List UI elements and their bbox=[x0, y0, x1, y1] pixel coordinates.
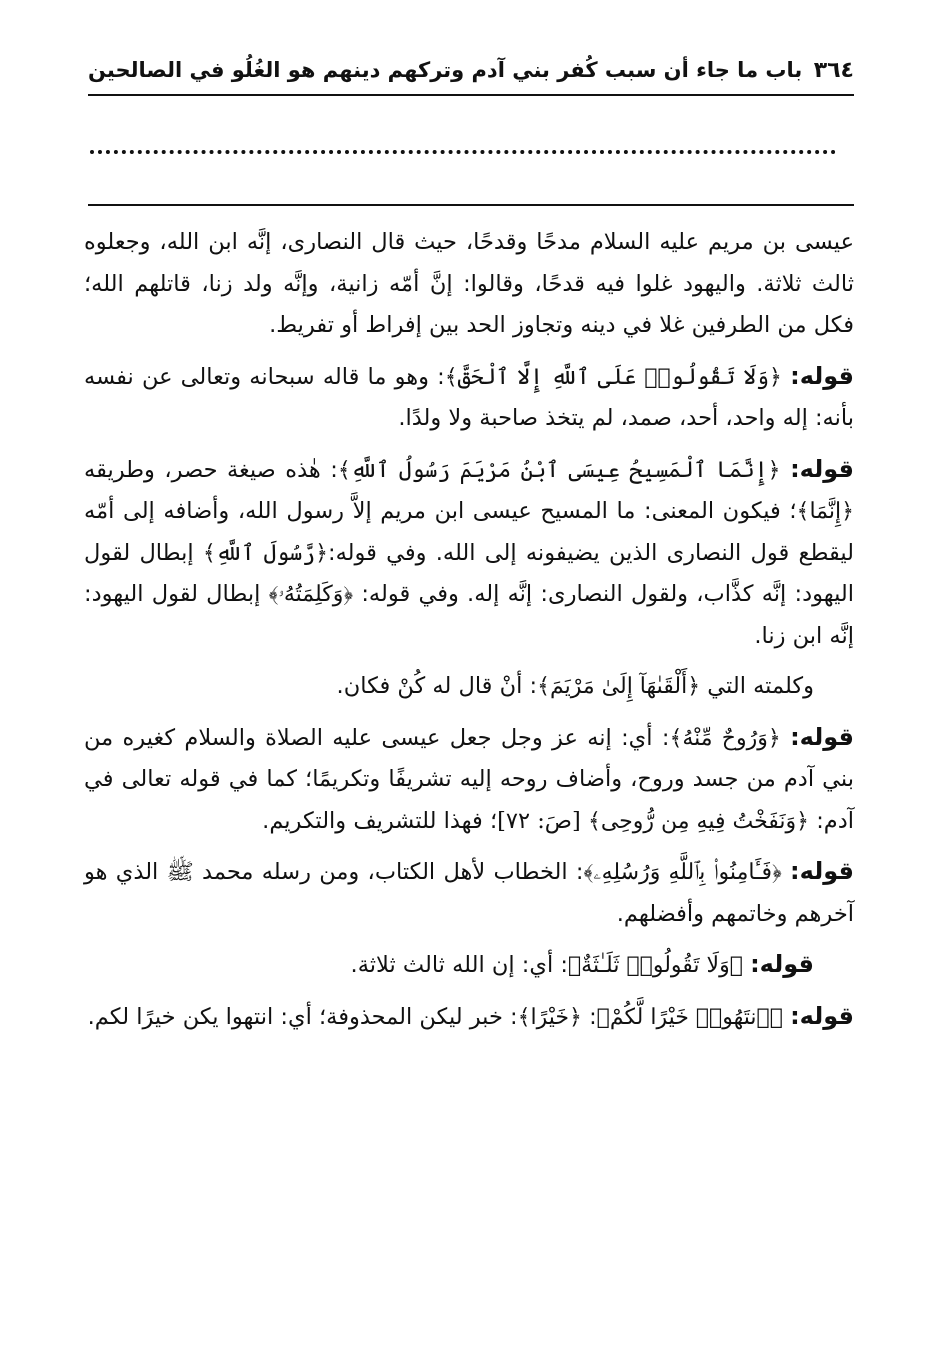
paragraph-lead: قوله: bbox=[790, 722, 854, 751]
quran-quote: ﴿أَلْقَىٰهَآ إِلَىٰ مَرْيَمَ﴾ bbox=[537, 674, 701, 699]
paragraph-lead: قوله: bbox=[750, 950, 814, 978]
paragraph-3 bbox=[84, 449, 854, 658]
paragraph-6 bbox=[84, 851, 854, 935]
quran-quote: ﴿وَنَفَخْتُ فِيهِ مِن رُّوحِى﴾ bbox=[587, 808, 810, 834]
paragraph-text: : هٰذه صيغة حصر، وطريقه bbox=[84, 456, 338, 483]
quran-quote: ﴿ٱنتَهُوا۟ خَيْرًا لَّكُمْ﴾ bbox=[596, 1004, 783, 1030]
paragraph-text: إبطال لقول اليهود: إنَّه كذَّاب، ولقول النصارى: إنَّه إله. وفي قوله: bbox=[84, 539, 855, 607]
header-rule bbox=[88, 94, 854, 96]
paragraph-7 bbox=[84, 944, 854, 987]
quran-quote: ﴿وَلَا تَقُولُوا۟ عَلَى ٱللَّهِ إِلَّا ٱلْحَقَّ﴾ bbox=[444, 364, 782, 390]
paragraph-lead: قوله: bbox=[790, 361, 855, 390]
quran-quote: ﴿إِنَّمَا﴾ bbox=[796, 499, 854, 524]
paragraph-text: : خبر ليكن المحذوفة؛ أي: انتهوا يكن خيرًا لكم. bbox=[87, 1003, 518, 1030]
paragraph-text: إبطال لقول اليهود: إنَّه ابن زنا. bbox=[84, 581, 854, 649]
quran-quote: ﴿فَـَٔامِنُوا۟ بِٱللَّهِ وَرُسُلِهِۦ﴾ bbox=[583, 860, 782, 885]
paragraph-lead: قوله: bbox=[790, 857, 854, 885]
paragraph-text: وكلمته التي bbox=[707, 673, 814, 699]
paragraph-text: : وهو ما قاله سبحانه وتعالى عن نفسه بأنه: إله واحد، أحد، صمد، لم يتخذ صاحبة ولا ولدًا. bbox=[84, 363, 854, 431]
paragraph-text: : الخطاب لأهل الكتاب، ومن رسله محمد ﷺ الذي هو آخرهم وخاتمهم وأفضلهم. bbox=[84, 859, 854, 927]
body-text bbox=[84, 222, 854, 1047]
paragraph-text: : أي: إن الله ثالث ثلاثة. bbox=[350, 952, 568, 978]
paragraph-5 bbox=[84, 717, 854, 843]
quran-quote: ﴿رَّسُولَ ٱللَّهِ﴾ bbox=[202, 540, 328, 566]
paragraph-2 bbox=[84, 356, 854, 440]
paragraph-text: : أي: إنه عز وجل جعل عيسى عليه الصلاة والسلام كغيره من بني آدم من جسد وروح، وأضاف روحه إليه تشريفًا وتكريمًا؛ كما في قوله تعالى في آدم: bbox=[84, 724, 854, 834]
paragraph-lead: قوله: bbox=[790, 1001, 854, 1030]
quran-quote: ﴿خَيْرًا﴾ bbox=[517, 1004, 582, 1030]
paragraph-text: ؛ فيكون المعنى: ما المسيح عيسى ابن مريم إلاَّ رسول الله، وأضافه إلى أمّه ليقطع قول النصارى الذين يضيفونه إلى الله. وفي قوله: bbox=[84, 498, 854, 566]
page-number: ٣٦٤ bbox=[813, 57, 854, 83]
running-title: باب ما جاء أن سبب كُفر بني آدم وتركهم دينهم هو الغُلُو في الصالحين bbox=[88, 58, 803, 82]
paragraph-lead: قوله: bbox=[790, 454, 854, 483]
paragraph-text: فهذا للتشريف والتكريم. bbox=[262, 807, 483, 834]
dotted-separator bbox=[90, 150, 836, 154]
paragraph-1: عيسى بن مريم عليه السلام مدحًا وقدحًا، حيث قال النصارى، إنَّه ابن الله، وجعلوه ثالث ثلاثة. واليهود غلوا فيه قدحًا، وقالوا: إنَّ أمّه زانية، وإنَّه ولد زنا، قاتلهم الله؛ فكل من الطرفين غلا في دينه وتجاوز الحد بين إفراط أو تفريط. bbox=[84, 229, 854, 338]
quran-quote: ﴿وَرُوحٌ مِّنْهُ﴾ bbox=[669, 725, 781, 751]
paragraph-text: : أنْ قال له كُنْ فكان. bbox=[336, 673, 538, 699]
page-header bbox=[88, 52, 854, 88]
quran-quote: ﴿إِنَّمَا ٱلْمَسِيحُ عِيسَى ٱبْنُ مَرْيَمَ رَسُولُ ٱللَّهِ﴾ bbox=[337, 457, 781, 483]
body-rule bbox=[88, 204, 854, 206]
quran-quote: ﴿وَلَا تَقُولُوا۟ ثَلَـٰثَةٌ﴾ bbox=[567, 953, 743, 978]
sura-reference: [صَ: ٧٢]؛ bbox=[489, 807, 581, 834]
paragraph-8 bbox=[84, 996, 854, 1039]
quran-quote: ﴿وَكَلِمَتُهُۥ﴾ bbox=[268, 582, 354, 607]
paragraph-4 bbox=[84, 666, 854, 708]
paragraph-text: : bbox=[589, 1003, 597, 1030]
